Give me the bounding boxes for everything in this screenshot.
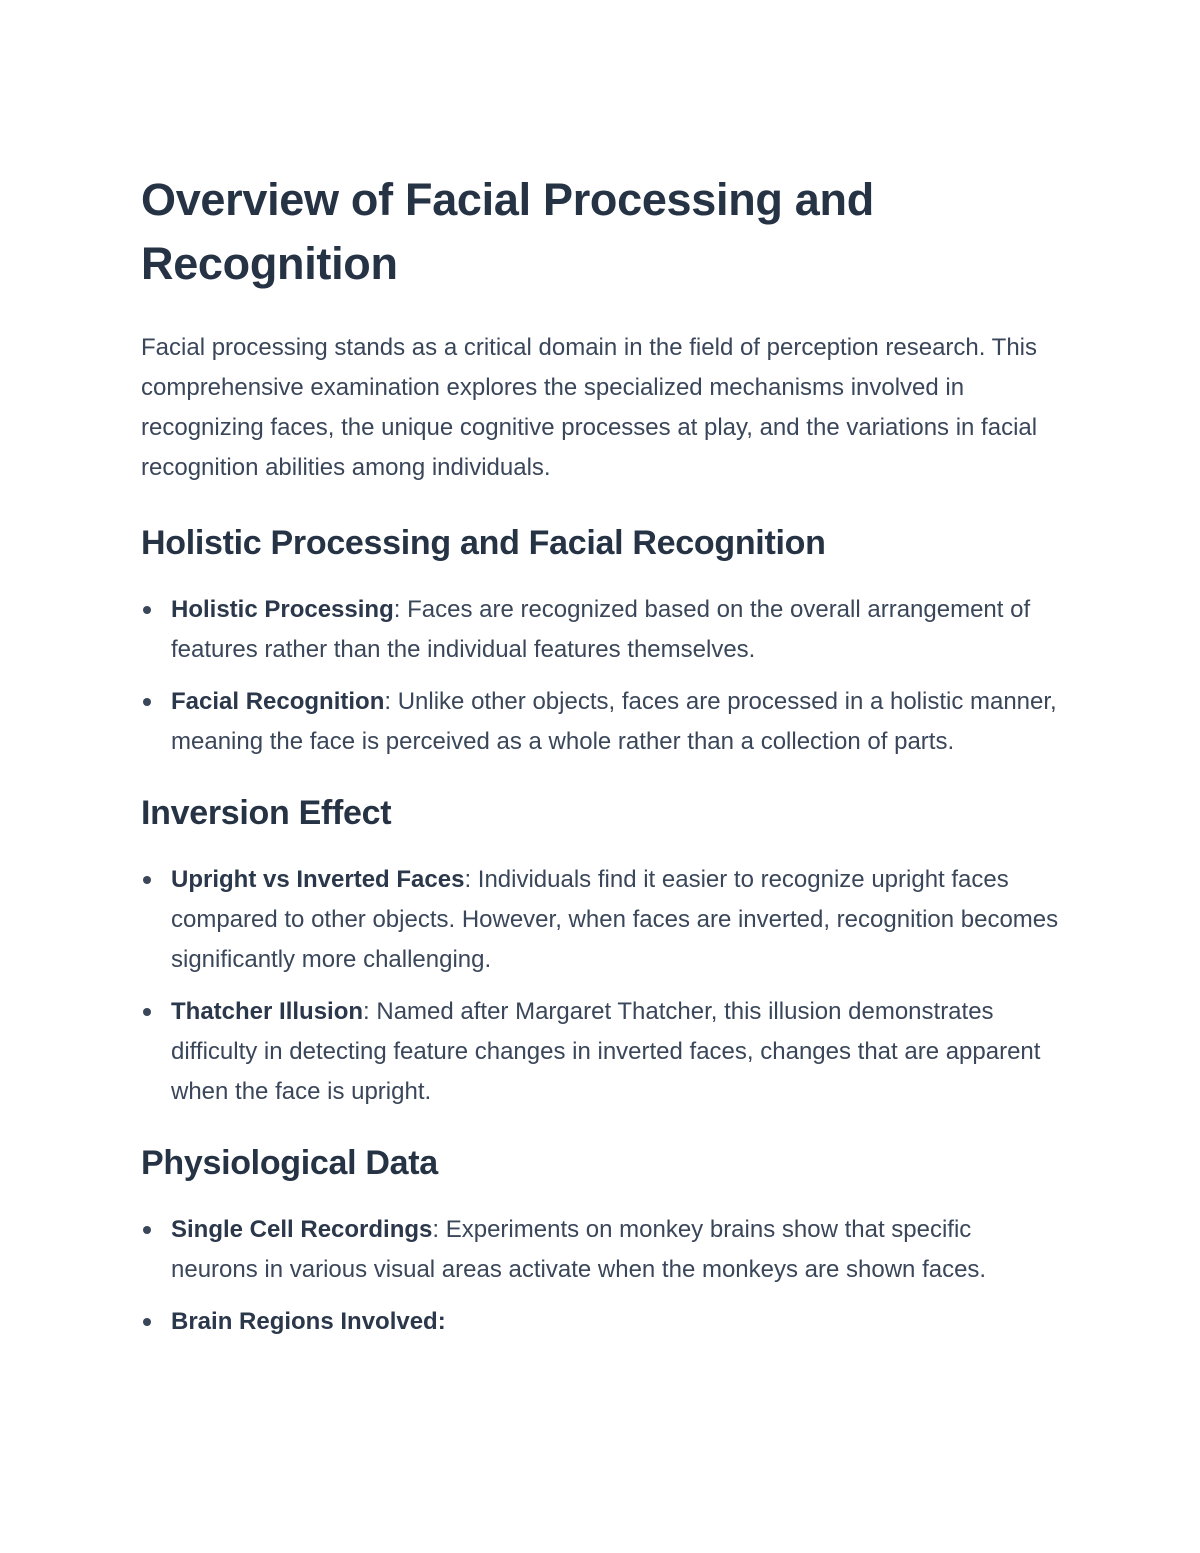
list-item [141, 590, 1061, 670]
item-term: Brain Regions Involved [171, 1308, 438, 1335]
bullet-icon [143, 606, 151, 614]
item-term: Single Cell Recordings [171, 1216, 433, 1243]
item-text: : [437, 1308, 446, 1335]
section-heading-inversion: Inversion Effect [141, 794, 392, 832]
item-text: : Faces are recognized based on the overall arrangement of features rather than the individual features themselves. [171, 596, 1031, 663]
bullet-icon [143, 1226, 151, 1234]
list-item [141, 992, 1061, 1112]
bullet-icon [143, 1008, 151, 1016]
bullet-icon [143, 698, 151, 706]
item-text: : Experiments on monkey brains show that specific neurons in various visual areas activate when the monkeys are shown faces. [171, 1216, 987, 1283]
list-item [141, 1302, 1061, 1342]
document-page [141, 168, 1061, 1368]
item-term: Holistic Processing [171, 596, 394, 623]
section-heading-holistic: Holistic Processing and Facial Recognition [141, 524, 826, 562]
section-heading-physiological: Physiological Data [141, 1144, 438, 1182]
bullet-icon [143, 876, 151, 884]
list-item [141, 860, 1061, 980]
item-text: : Individuals find it easier to recognize upright faces compared to other objects. However, when faces are inverted, recognition becomes significantly more challenging. [171, 866, 1059, 973]
document-title: Overview of Facial Processing and Recognition [141, 174, 874, 289]
bullet-icon [143, 1318, 151, 1326]
intro-paragraph: Facial processing stands as a critical domain in the field of perception research. This comprehensive examination explores the specialized mechanisms involved in recognizing faces, the unique cognitive processes at play, and the variations in facial recognition abilities among individuals. [141, 334, 1038, 481]
item-term: Facial Recognition [171, 688, 385, 715]
list-item [141, 1210, 1061, 1290]
item-text: : Unlike other objects, faces are processed in a holistic manner, meaning the face is perceived as a whole rather than a collection of parts. [171, 688, 1057, 755]
physiological-list [141, 1210, 1061, 1342]
list-item [141, 682, 1061, 762]
item-term: Thatcher Illusion [171, 998, 364, 1025]
holistic-list [141, 590, 1061, 762]
inversion-list [141, 860, 1061, 1112]
item-term: Upright vs Inverted Faces [171, 866, 465, 893]
item-text: : Named after Margaret Thatcher, this illusion demonstrates difficulty in detecting feature changes in inverted faces, changes that are apparent when the face is upright. [171, 998, 1041, 1105]
